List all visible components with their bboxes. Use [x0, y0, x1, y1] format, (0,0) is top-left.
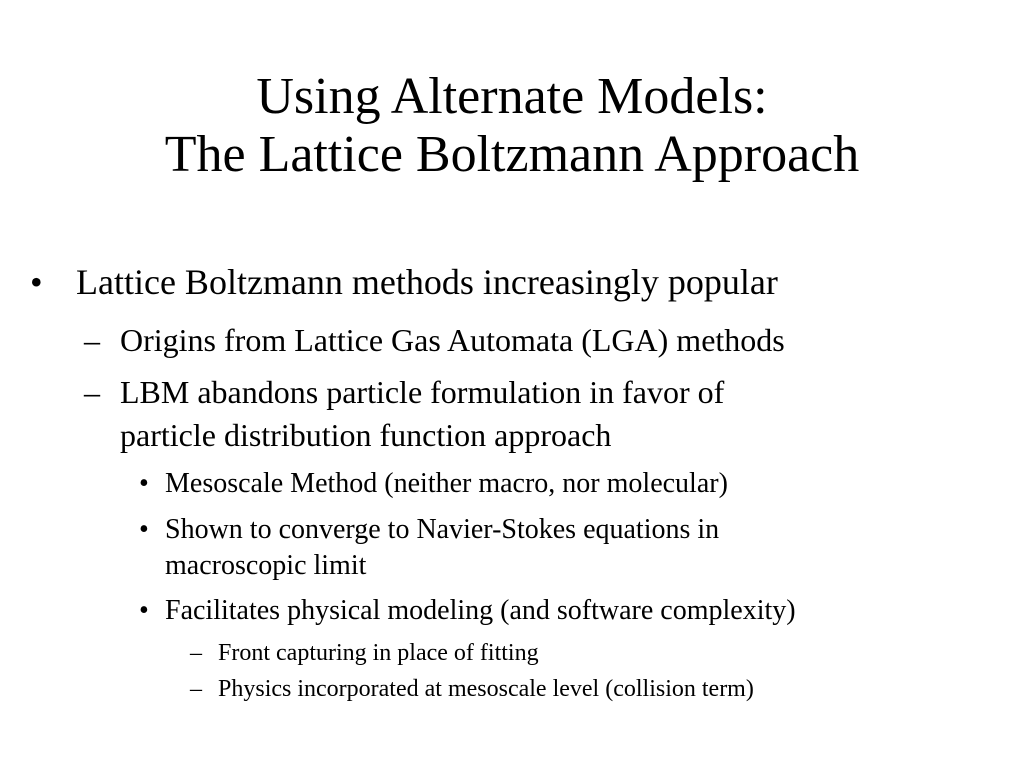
dash-marker: –: [190, 676, 202, 702]
point-mesoscale-method: [139, 466, 728, 502]
point-physical-modeling: [139, 593, 796, 629]
point-text: Mesoscale Method (neither macro, nor molecular): [165, 468, 728, 499]
detail-text: Physics incorporated at mesoscale level (collision term): [218, 676, 754, 702]
dash-marker: –: [84, 322, 100, 358]
subbullet-text-line-1: LBM abandons particle formulation in favor of: [120, 374, 725, 410]
dash-marker: –: [190, 640, 202, 666]
detail-text: Front capturing in place of fitting: [218, 640, 539, 666]
slide-title: [0, 68, 1024, 184]
detail-front-capturing: [190, 638, 539, 668]
subbullet-text: Origins from Lattice Gas Automata (LGA) methods: [120, 322, 785, 358]
point-navier-stokes: [139, 512, 719, 584]
bullet-marker: •: [139, 468, 149, 499]
bullet-text: Lattice Boltzmann methods increasingly popular: [76, 262, 778, 302]
title-line-2: The Lattice Boltzmann Approach: [164, 126, 860, 184]
subbullet-text-line-2: particle distribution function approach: [120, 417, 612, 454]
bullet-lattice-boltzmann: [30, 262, 778, 303]
subbullet-lbm-abandons: [84, 371, 724, 457]
point-text-line-2: macroscopic limit: [165, 549, 367, 581]
detail-physics-incorporated: [190, 674, 754, 704]
point-text: Facilitates physical modeling (and software complexity): [165, 595, 796, 626]
bullet-marker: •: [139, 595, 149, 626]
point-text-line-1: Shown to converge to Navier-Stokes equations in: [165, 514, 720, 545]
bullet-marker: •: [30, 262, 43, 302]
bullet-marker: •: [139, 514, 149, 545]
title-line-1: Using Alternate Models:: [256, 68, 768, 125]
subbullet-origins-lga: [84, 319, 785, 362]
dash-marker: –: [84, 374, 100, 410]
